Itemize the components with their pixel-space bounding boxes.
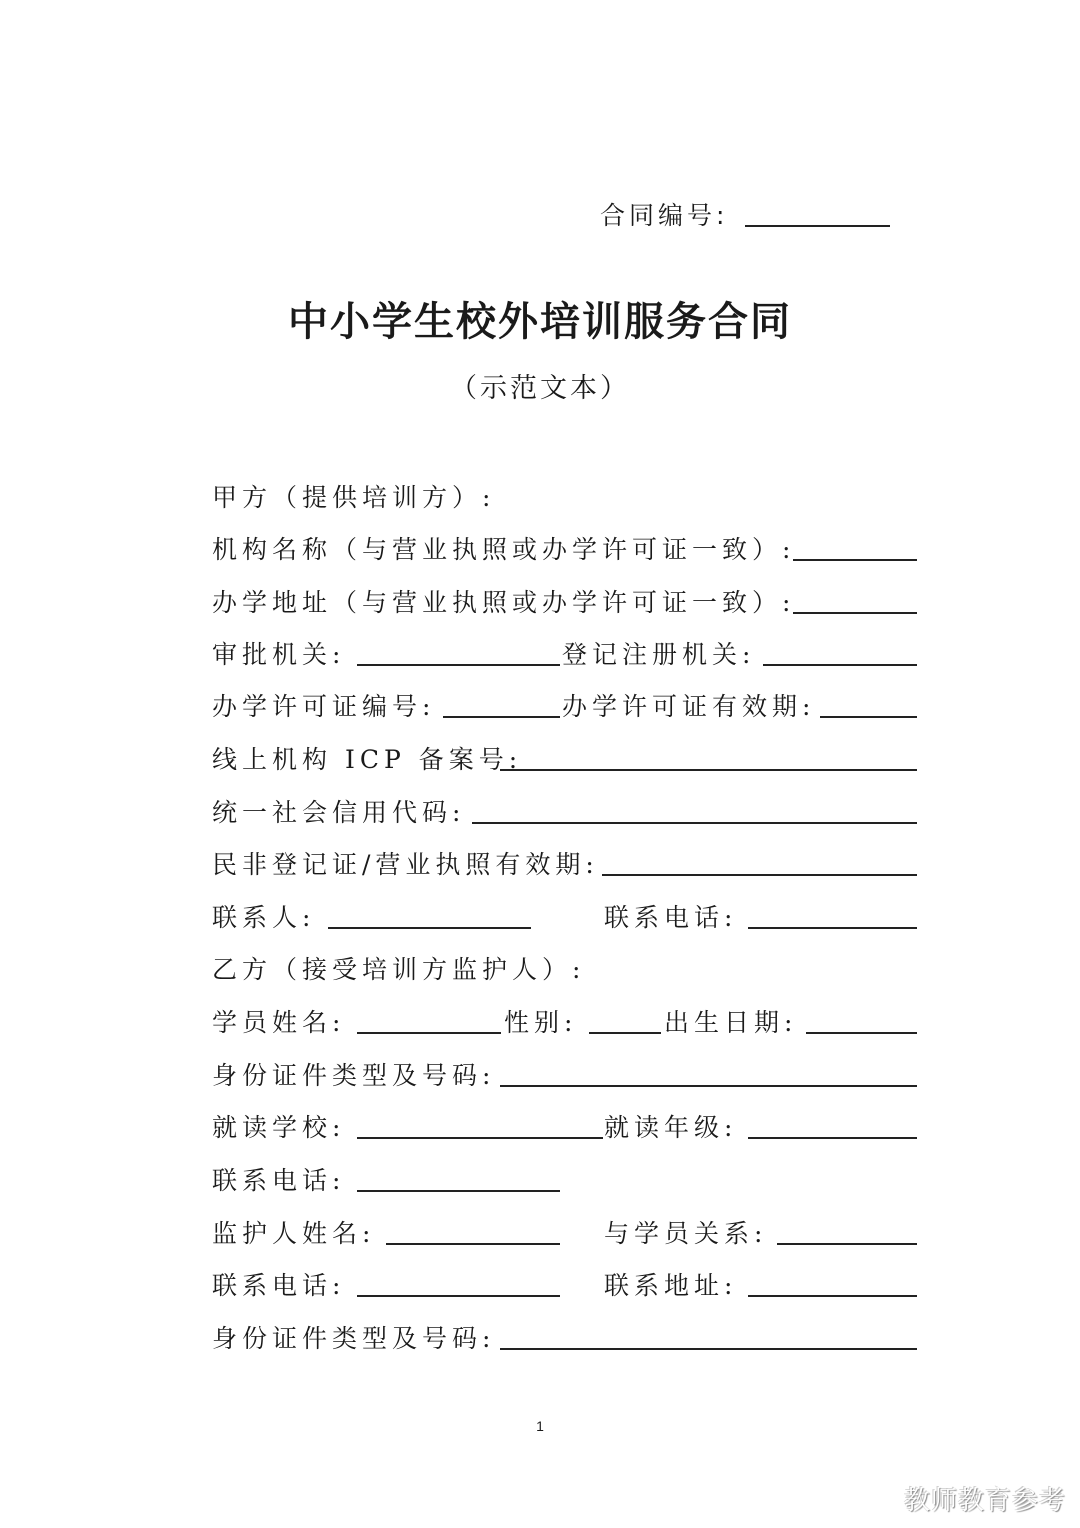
contract-number-label: 合同编号: xyxy=(600,201,729,230)
school-label: 就读学校: xyxy=(212,1113,346,1142)
address-field[interactable] xyxy=(793,612,917,614)
student-phone-label: 联系电话: xyxy=(212,1166,346,1195)
guardian-address-field[interactable] xyxy=(748,1295,917,1297)
guardian-id-field[interactable] xyxy=(500,1348,917,1350)
registration-authority-label: 登记注册机关: xyxy=(562,640,756,669)
icp-field[interactable] xyxy=(500,769,917,771)
approval-authority-label: 审批机关: xyxy=(212,640,346,669)
license-validity-label: 办学许可证有效期: xyxy=(562,692,816,721)
org-name-field[interactable] xyxy=(793,559,917,561)
guardian-phone-label: 联系电话: xyxy=(212,1271,346,1300)
grade-label: 就读年级: xyxy=(604,1113,738,1142)
credit-code-field[interactable] xyxy=(472,822,917,824)
birth-date-field[interactable] xyxy=(806,1032,917,1034)
license-number-field[interactable] xyxy=(443,716,560,718)
contact-phone-field[interactable] xyxy=(748,927,917,929)
org-name-label: 机构名称（与营业执照或办学许可证一致）: xyxy=(212,535,796,564)
page-number: 1 xyxy=(536,1418,544,1434)
document-subtitle: （示范文本） xyxy=(450,373,630,404)
school-field[interactable] xyxy=(357,1137,603,1139)
party-b-heading-text: 乙方（接受培训方监护人）: xyxy=(212,955,586,984)
guardian-name-label: 监护人姓名: xyxy=(212,1219,376,1248)
contact-person-label: 联系人: xyxy=(212,903,316,932)
cert-validity-field[interactable] xyxy=(602,874,917,876)
student-id-field[interactable] xyxy=(500,1085,917,1087)
approval-authority-field[interactable] xyxy=(357,664,560,666)
guardian-name-field[interactable] xyxy=(386,1243,560,1245)
student-phone-field[interactable] xyxy=(357,1190,560,1192)
document-title: 中小学生校外培训服务合同 xyxy=(288,299,792,345)
cert-validity-label: 民非登记证/营业执照有效期: xyxy=(212,850,599,879)
contact-person-field[interactable] xyxy=(328,927,531,929)
registration-authority-field[interactable] xyxy=(763,664,917,666)
student-name-label: 学员姓名: xyxy=(212,1008,346,1037)
relation-label: 与学员关系: xyxy=(604,1219,768,1248)
address-label: 办学地址（与营业执照或办学许可证一致）: xyxy=(212,588,796,617)
relation-field[interactable] xyxy=(777,1243,917,1245)
contact-phone-label: 联系电话: xyxy=(604,903,738,932)
student-name-field[interactable] xyxy=(357,1032,501,1034)
birth-date-label: 出生日期: xyxy=(664,1008,798,1037)
guardian-id-label: 身份证件类型及号码: xyxy=(212,1324,496,1353)
gender-field[interactable] xyxy=(589,1032,661,1034)
contract-number-field[interactable] xyxy=(745,225,890,227)
student-id-label: 身份证件类型及号码: xyxy=(212,1061,496,1090)
license-number-label: 办学许可证编号: xyxy=(212,692,436,721)
credit-code-label: 统一社会信用代码: xyxy=(212,798,466,827)
watermark: 教师教育参考 xyxy=(904,1486,1067,1516)
party-a-heading-text: 甲方（提供培训方）: xyxy=(212,483,496,512)
guardian-phone-field[interactable] xyxy=(357,1295,560,1297)
guardian-address-label: 联系地址: xyxy=(604,1271,738,1300)
gender-label: 性别: xyxy=(504,1008,578,1037)
icp-label: 线上机构 ICP 备案号: xyxy=(212,745,523,774)
grade-field[interactable] xyxy=(748,1137,917,1139)
license-validity-field[interactable] xyxy=(820,716,917,718)
